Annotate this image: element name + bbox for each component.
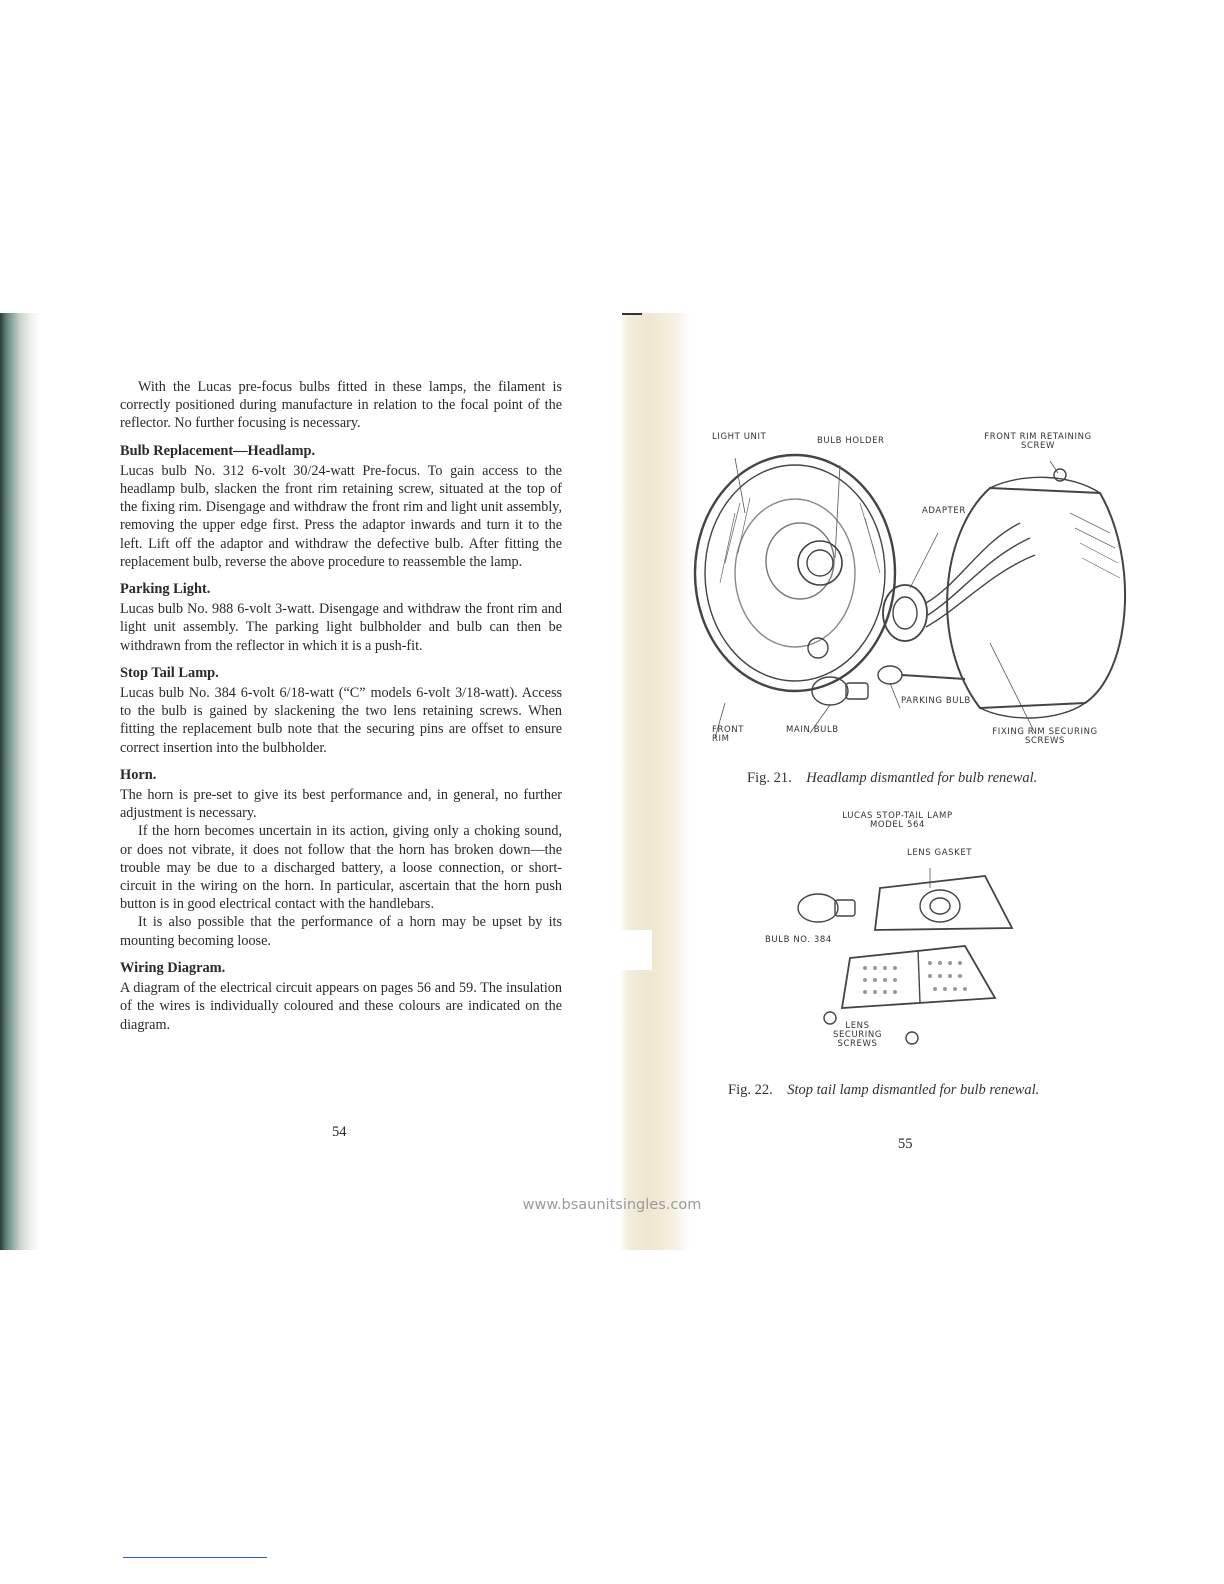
heading-horn: Horn. [120, 766, 157, 783]
label-lens-securing-screws: LENS SECURING SCREWS [832, 1021, 883, 1049]
footer-url: www.bsaunitsingles.com [522, 1197, 702, 1213]
fig22-caption [728, 1082, 1039, 1099]
label-lucas-stop-tail-lamp: LUCAS STOP-TAIL LAMP MODEL 564 [842, 811, 953, 830]
footnote-rule [123, 1557, 267, 1558]
heading-stop-tail-lamp: Stop Tail Lamp. [120, 664, 219, 681]
paragraph-horn-1: The horn is pre-set to give its best performance and, in general, no further adjustment is necessary. [120, 787, 562, 822]
paragraph-stop-tail-lamp: Lucas bulb No. 384 6-volt 6/18-watt (“C” models 6-volt 3/18-watt). Access to the bulb is gained by slackening the two lens retaining screws. When fitting the replacement bulb note that the securing pins are offset to ensure correct insertion into the bulbholder. [120, 685, 562, 756]
label-bulb-384: BULB NO. 384 [765, 935, 832, 945]
label-front-rim: FRONT RIM [712, 725, 745, 744]
label-main-bulb: MAIN BULB [786, 725, 839, 735]
page-number-left: 54 [332, 1124, 347, 1140]
paragraph-wiring-diagram: A diagram of the electrical circuit appears on pages 56 and 59. The insulation of the wires is individually coloured and these colours are indicated on the diagram. [120, 980, 562, 1033]
gutter-mark [622, 313, 642, 315]
gutter-gap [620, 930, 652, 970]
paragraph-parking-light: Lucas bulb No. 988 6-volt 3-watt. Disengage and withdraw the front rim and light unit assembly. The parking light bulbholder and bulb can then be withdrawn from the reflector in which it is a push-fit. [120, 601, 562, 654]
page-number-right: 55 [898, 1136, 913, 1152]
label-lens-gasket: LENS GASKET [907, 848, 973, 858]
stop-tail-lamp-illustration [780, 868, 1020, 1058]
label-fixing-rim-securing-screws: FIXING RIM SECURING SCREWS [992, 727, 1098, 746]
fig21-caption-text: Headlamp dismantled for bulb renewal. [806, 770, 1038, 786]
book-gutter [620, 313, 690, 1250]
fig21-caption-number: Fig. 21. [747, 770, 792, 786]
label-light-unit: LIGHT UNIT [712, 432, 767, 442]
label-front-rim-retaining-screw: FRONT RIM RETAINING SCREW [984, 432, 1092, 451]
fig22-caption-text: Stop tail lamp dismantled for bulb renewal. [787, 1082, 1040, 1098]
paragraph-horn-3: It is also possible that the performance of a horn may be upset by its mounting becoming loose. [120, 914, 562, 949]
heading-wiring-diagram: Wiring Diagram. [120, 959, 226, 976]
fig22-caption-number: Fig. 22. [728, 1082, 773, 1098]
left-page-text [120, 378, 562, 1034]
paragraph-horn-2: If the horn becomes uncertain in its action, giving only a choking sound, or does not vibrate, it does not follow that the horn has broken down—the trouble may be due to a discharged battery, a loose connection, or short-circuit in the wiring on the horn. In particular, ascertain that the horn push button is in good electrical contact with the handlebars. [120, 823, 562, 913]
label-bulb-holder: BULB HOLDER [817, 436, 885, 446]
fig21-caption [747, 770, 1037, 787]
book-binding-edge [0, 313, 40, 1250]
label-adapter: ADAPTER [922, 506, 966, 516]
heading-parking-light: Parking Light. [120, 581, 211, 598]
intro-paragraph: With the Lucas pre-focus bulbs fitted in these lamps, the filament is correctly positioned during manufacture in relation to the focal point of the reflector. No further focusing is necessary. [120, 379, 562, 432]
paragraph-bulb-replacement: Lucas bulb No. 312 6-volt 30/24-watt Pre-focus. To gain access to the headlamp bulb, slacken the front rim retaining screw, situated at the top of the fixing rim. Disengage and withdraw the front rim and light unit assembly, removing the upper edge first. Press the adaptor inwards and turn it to the left. Lift off the adaptor and withdraw the defective bulb. After fitting the replacement bulb, reverse the above procedure to reassemble the lamp. [120, 462, 562, 570]
book-spread [0, 313, 1224, 1250]
label-parking-bulb: PARKING BULB [901, 696, 971, 706]
heading-bulb-replacement: Bulb Replacement—Headlamp. [120, 442, 316, 459]
